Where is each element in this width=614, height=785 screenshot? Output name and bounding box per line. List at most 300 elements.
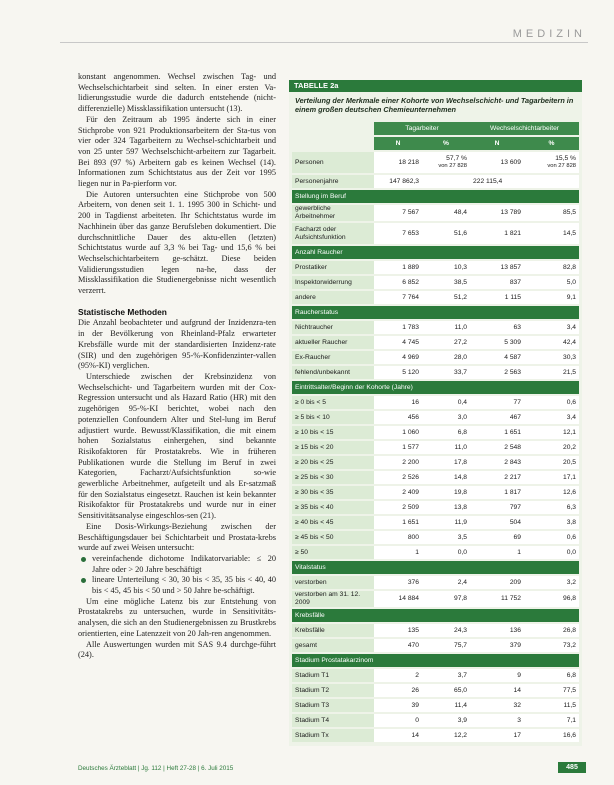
- cell-value: 0,6: [566, 533, 577, 541]
- row-label: gewerbliche Arbeitnehmer: [292, 205, 374, 221]
- table-row: [292, 276, 579, 289]
- cell-value: 11,0: [454, 443, 467, 451]
- section-label: Stellung im Beruf: [292, 190, 579, 203]
- cell-subvalue: von 27 828: [438, 163, 467, 170]
- table-cell: [524, 152, 579, 173]
- row-label: ≥ 35 bis < 40: [292, 501, 374, 514]
- table-cell: [374, 152, 422, 173]
- table-cell: [524, 426, 579, 439]
- cell-value: 12,2: [453, 731, 467, 739]
- table-cell: [422, 669, 470, 682]
- column-header: %: [422, 137, 470, 150]
- cell-value: 1 577: [402, 443, 419, 451]
- table-caption: Verteilung der Merkmale einer Kohorte von Wechselschicht- und Tagarbeitern in einem großen deutschen Chemieunternehmen: [295, 96, 574, 114]
- table-cell: [524, 276, 579, 289]
- table-cell: [374, 684, 422, 697]
- row-label: andere: [292, 291, 374, 304]
- cell-value: 467: [509, 413, 521, 421]
- table-section-row: [292, 654, 579, 667]
- table-cell: [422, 591, 470, 607]
- section-label: Eintrittsalter/Beginn der Kohorte (Jahre): [292, 381, 579, 394]
- table-cell: [524, 546, 579, 559]
- table-cell: [470, 396, 524, 409]
- table-cell: [374, 351, 422, 364]
- row-label: Prostatiker: [292, 261, 374, 274]
- cell-value: 13 857: [500, 263, 521, 271]
- table-row: [292, 426, 579, 439]
- table-cell: [374, 223, 422, 244]
- cell-value: 27,2: [453, 338, 467, 346]
- table-column-header-row: [292, 137, 579, 150]
- cell-value: 3,4: [566, 323, 577, 331]
- section-label: Anzahl Raucher: [292, 246, 579, 259]
- table-cell: [524, 336, 579, 349]
- table-row: [292, 714, 579, 727]
- paragraph: Für den Zeitraum ab 1995 änderte sich in einer Stichprobe von 921 Produktionsarbeitern der Sta-tus von vier oder 324 Tagarbeitern zu Wechsel-schichtarbeit und von 25 unter 597 Wechselschicht-arbeitern zur Tagarbeit. Bei 893 (97 %) Arbeitern gab es keinen Wechsel (14). Informationen zum Schichtstatus aus der Zeit vor 1995 liegen nur in Pa-pierform vor.: [78, 114, 276, 189]
- table-row: [292, 205, 579, 221]
- cell-value: 14: [411, 731, 419, 739]
- cell-value: 1: [517, 548, 521, 556]
- table-row: [292, 486, 579, 499]
- section-label: Stadium Prostatakarzinom: [292, 654, 579, 667]
- list-item: vereinfachende dichotome Indikatorvariable: ≤ 20 Jahre oder > 20 Jahre beschäftigt: [88, 554, 276, 575]
- journal-footer: Deutsches Ärzteblatt | Jg. 112 | Heft 27-28 | 6. Juli 2015: [78, 765, 234, 772]
- cell-value: 1 889: [402, 263, 419, 271]
- table-cell: [374, 276, 422, 289]
- cell-value: 136: [509, 626, 521, 634]
- cell-value: 3,7: [457, 671, 467, 679]
- table-cell: [374, 714, 422, 727]
- table-cell: [524, 456, 579, 469]
- table-row: [292, 366, 579, 379]
- table-cell: [524, 223, 579, 244]
- table-cell: [524, 576, 579, 589]
- table-cell: [422, 531, 470, 544]
- cell-value: 30,3: [562, 353, 577, 361]
- body-text-column: [78, 72, 276, 661]
- table-cell: [374, 336, 422, 349]
- table-cell: [422, 261, 470, 274]
- column-header: N: [470, 137, 524, 150]
- table-row: [292, 471, 579, 484]
- table-cell: [470, 291, 524, 304]
- table-panel: [289, 80, 582, 746]
- cell-value: 0: [415, 716, 419, 724]
- cell-value: 85,5: [562, 209, 577, 216]
- table-cell: [422, 501, 470, 514]
- table-row: [292, 531, 579, 544]
- table-cell: [524, 684, 579, 697]
- table-cell: [422, 576, 470, 589]
- header-rule: [60, 42, 588, 43]
- table-cell: [374, 291, 422, 304]
- table-cell: [374, 366, 422, 379]
- table-cell: [524, 501, 579, 514]
- table-row: [292, 321, 579, 334]
- table-section-row: [292, 306, 579, 319]
- row-label: ≥ 25 bis < 30: [292, 471, 374, 484]
- cell-value: 13,8: [453, 503, 467, 511]
- table-row: [292, 516, 579, 529]
- table-row: [292, 639, 579, 652]
- column-header: %: [524, 137, 579, 150]
- table-cell: [470, 714, 524, 727]
- table-cell: [470, 669, 524, 682]
- cell-value: 3: [517, 716, 521, 724]
- table-cell: [470, 366, 524, 379]
- list-item: lineare Unterteilung < 30, 30 bis < 35, 35 bis < 40, 40 bis < 45, 45 bis < 50 und > 50 Jahre be-schäftigt.: [88, 575, 276, 596]
- cell-value: 797: [509, 503, 521, 511]
- table-cell: [422, 411, 470, 424]
- cell-value: 2 563: [504, 368, 521, 376]
- table-cell: [374, 531, 422, 544]
- table-cell: [470, 546, 524, 559]
- cell-value: 504: [509, 518, 521, 526]
- cell-value: 69: [513, 533, 521, 541]
- row-label: Personenjahre: [292, 175, 374, 188]
- cell-value: 20,5: [562, 458, 577, 466]
- table-cell: [374, 699, 422, 712]
- cell-value: 57,7 %: [446, 155, 467, 163]
- cell-value: 26,8: [562, 626, 577, 634]
- table-row: [292, 501, 579, 514]
- table-cell: [374, 591, 422, 607]
- row-label: Personen: [292, 152, 374, 173]
- row-label: Krebsfälle: [292, 624, 374, 637]
- page-number: 485: [558, 762, 586, 773]
- cell-value: 26: [411, 686, 419, 694]
- table-cell: [374, 501, 422, 514]
- table-cell: [524, 261, 579, 274]
- table-cell: [374, 411, 422, 424]
- table-cell: [374, 441, 422, 454]
- data-table: [292, 120, 579, 744]
- cell-value: 9,1: [566, 293, 577, 301]
- cell-value: 4 745: [402, 338, 419, 346]
- row-label: ≥ 30 bis < 35: [292, 486, 374, 499]
- cell-value: 3,2: [566, 578, 577, 586]
- table-cell: [374, 624, 422, 637]
- table-section-row: [292, 246, 579, 259]
- column-group-header: Wechselschichtarbeiter: [470, 122, 579, 135]
- cell-value: 0,6: [566, 398, 577, 406]
- table-cell: [470, 321, 524, 334]
- table-section-row: [292, 609, 579, 622]
- table-row: [292, 684, 579, 697]
- table-cell: [422, 456, 470, 469]
- cell-value: 1 817: [504, 488, 521, 496]
- cell-value: 0,0: [457, 548, 467, 556]
- table-cell: [524, 639, 579, 652]
- cell-value: 1 060: [402, 428, 419, 436]
- table-cell: [470, 531, 524, 544]
- table-cell: [524, 291, 579, 304]
- cell-value: 11,5: [563, 701, 577, 709]
- column-header: N: [374, 137, 422, 150]
- table-cell: [422, 729, 470, 742]
- cell-value: 2 409: [402, 488, 419, 496]
- table-section-row: [292, 381, 579, 394]
- table-cell: [422, 441, 470, 454]
- cell-value: 96,8: [562, 595, 577, 602]
- table-cell: [524, 441, 579, 454]
- table-row: [292, 456, 579, 469]
- cell-value: 77,5: [562, 686, 577, 694]
- table-cell: [470, 516, 524, 529]
- row-label: ≥ 20 bis < 25: [292, 456, 374, 469]
- column-group-header: Tagarbeiter: [374, 122, 470, 135]
- table-cell: [470, 456, 524, 469]
- section-label: MEDIZIN: [512, 28, 586, 40]
- table-cell: [422, 516, 470, 529]
- table-cell: [470, 261, 524, 274]
- cell-value: 5 120: [402, 368, 419, 376]
- section-label: Krebsfälle: [292, 609, 579, 622]
- row-label: fehlend/unbekannt: [292, 366, 374, 379]
- section-heading: Statistische Methoden: [78, 306, 167, 317]
- cell-value: 77: [513, 398, 521, 406]
- table-row: [292, 291, 579, 304]
- row-label: gesamt: [292, 639, 374, 652]
- cell-value: 456: [407, 413, 419, 421]
- cell-value: 18 218: [398, 158, 419, 166]
- cell-value: 1 821: [504, 229, 521, 237]
- cell-value: 2: [415, 671, 419, 679]
- cell-value: 97,8: [453, 595, 467, 602]
- cell-value: 147 862,3: [389, 177, 419, 185]
- table-cell: [422, 426, 470, 439]
- cell-value: 11 752: [501, 595, 521, 602]
- cell-value: 1 651: [402, 518, 419, 526]
- table-row: [292, 624, 579, 637]
- table-cell: [524, 531, 579, 544]
- table-cell: [524, 366, 579, 379]
- table-row: [292, 152, 579, 173]
- cell-value: 6,8: [566, 671, 577, 679]
- table-cell: [470, 684, 524, 697]
- cell-value: 470: [407, 641, 419, 649]
- table-cell: [524, 471, 579, 484]
- cell-value: 6,3: [566, 503, 577, 511]
- cell-value: 20,2: [562, 443, 577, 451]
- cell-value: 9: [517, 671, 521, 679]
- cell-value: 39: [411, 701, 419, 709]
- table-cell: [374, 576, 422, 589]
- table-row: [292, 175, 579, 188]
- table-row: [292, 411, 579, 424]
- table-cell: [524, 205, 579, 221]
- table-cell: [374, 546, 422, 559]
- table-tag: TABELLE 2a: [289, 80, 582, 92]
- table-cell: [470, 471, 524, 484]
- merged-cell: 222 115,4: [470, 175, 579, 188]
- paragraph: Die Autoren untersuchten eine Stichprobe von 500 Arbeitern, von denen seit 1. 1. 1995 300 in Schicht- und 200 in Tagdienst arbeiteten. Ihr Schichtstatus wurde im Nachhinein über das ganze Berufsleben dokumentiert. Die durchschnittliche Dauer des aktu-ellen (letzten) Schichtstatus wurde auf 3,3 % bei Tag- und 15,6 % bei Wechselschichtarbeitern ge-schätzt. Diese beiden Validierungsstudien legen na-he, dass der Missklassifikation die Studienergebnisse nicht wesentlich verzerrt.: [78, 189, 276, 296]
- cell-value: 51,2: [453, 293, 467, 301]
- cell-value: 65,0: [453, 686, 467, 694]
- cell-value: 6,8: [457, 428, 467, 436]
- cell-value: 17,1: [562, 473, 577, 481]
- row-label: ≥ 45 bis < 50: [292, 531, 374, 544]
- cell-value: 4 587: [504, 353, 521, 361]
- table-cell: [524, 321, 579, 334]
- cell-value: 32: [513, 701, 521, 709]
- row-label: ≥ 40 bis < 45: [292, 516, 374, 529]
- cell-value: 21,5: [562, 368, 577, 376]
- cell-value: 73,2: [562, 641, 577, 649]
- table-cell: [470, 336, 524, 349]
- table-cell: [374, 669, 422, 682]
- table-cell: [422, 175, 470, 188]
- table-cell: [422, 152, 470, 173]
- table-cell: [422, 714, 470, 727]
- table-row: [292, 729, 579, 742]
- table-row: [292, 223, 579, 244]
- cell-value: 17,8: [453, 458, 467, 466]
- table-cell: [422, 351, 470, 364]
- row-label: ≥ 5 bis < 10: [292, 411, 374, 424]
- cell-value: 7 653: [402, 229, 419, 237]
- table-cell: [374, 205, 422, 221]
- cell-value: 1: [415, 548, 419, 556]
- table-cell: [422, 471, 470, 484]
- table-group-header-row: [292, 122, 579, 135]
- row-label: Stadium Tx: [292, 729, 374, 742]
- table-row: [292, 669, 579, 682]
- cell-value: 379: [509, 641, 521, 649]
- cell-value: 82,8: [562, 263, 577, 271]
- cell-value: 5,0: [566, 278, 577, 286]
- table-cell: [374, 516, 422, 529]
- cell-value: 33,7: [453, 368, 467, 376]
- table-cell: [422, 486, 470, 499]
- cell-value: 135: [407, 626, 419, 634]
- cell-value: 0,0: [566, 548, 577, 556]
- cell-subvalue: von 27 828: [547, 163, 577, 170]
- table-cell: [374, 396, 422, 409]
- table-cell: [470, 223, 524, 244]
- cell-value: 0,4: [457, 398, 467, 406]
- row-label: ≥ 0 bis < 5: [292, 396, 374, 409]
- table-cell: [470, 276, 524, 289]
- cell-value: 51,6: [453, 229, 467, 237]
- table-cell: [422, 546, 470, 559]
- table-cell: [422, 684, 470, 697]
- cell-value: 48,4: [453, 209, 467, 216]
- table-cell: [374, 729, 422, 742]
- row-label: Stadium T3: [292, 699, 374, 712]
- row-label: Stadium T2: [292, 684, 374, 697]
- cell-value: 800: [407, 533, 419, 541]
- row-label: verstorben am 31. 12. 2009: [292, 591, 374, 607]
- row-label: Inspektorwiderrung: [292, 276, 374, 289]
- cell-value: 12,1: [562, 428, 577, 436]
- cell-value: 2 217: [504, 473, 521, 481]
- row-label: Stadium T1: [292, 669, 374, 682]
- paragraph: Eine Dosis-Wirkungs-Beziehung zwischen der Beschäftigungsdauer bei Schichtarbeit und Prostata-krebs wurde auf zwei Weisen untersucht:: [78, 521, 276, 553]
- cell-value: 2 509: [402, 503, 419, 511]
- table-cell: [422, 366, 470, 379]
- cell-value: 2,4: [457, 578, 467, 586]
- table-cell: [422, 639, 470, 652]
- cell-value: 63: [513, 323, 521, 331]
- cell-value: 13 609: [500, 158, 521, 166]
- table-cell: [470, 576, 524, 589]
- cell-value: 17: [513, 731, 521, 739]
- cell-value: 14: [513, 686, 521, 694]
- table-cell: [470, 639, 524, 652]
- table-cell: [422, 291, 470, 304]
- cell-value: 38,5: [453, 278, 467, 286]
- paragraph: Alle Auswertungen wurden mit SAS 9.4 durchge-führt (24).: [78, 639, 276, 660]
- cell-value: 209: [509, 578, 521, 586]
- table-cell: [422, 276, 470, 289]
- cell-value: 14,8: [453, 473, 467, 481]
- cell-value: 7 567: [402, 209, 419, 216]
- cell-value: 1 115: [504, 293, 521, 301]
- table-cell: [422, 336, 470, 349]
- table-cell: [422, 699, 470, 712]
- table-cell: [470, 205, 524, 221]
- table-cell: [422, 223, 470, 244]
- section-label: Raucherstatus: [292, 306, 579, 319]
- cell-value: 11,0: [454, 323, 467, 331]
- cell-value: 24,3: [453, 626, 467, 634]
- table-cell: [470, 411, 524, 424]
- table-section-row: [292, 561, 579, 574]
- table-row: [292, 396, 579, 409]
- table-cell: [422, 205, 470, 221]
- paragraph: Unterschiede zwischen der Krebsinzidenz von Wechselschicht- und Tagarbeitern wurden mit der Cox-Regression untersucht und als Hazard Ratio (HR) mit den zugehörigen 95-%-KI berichtet, wobei nach den potenziellen Confoundern Alter und Stel-lung im Beruf adjustiert wurde. Bewusst/Klassifikation, die mit einem hohen Sozialstatus einhergehen, sind bekannte Risikofaktoren für Prostatakrebs. Wie in früheren Publikationen wurde die Stellung im Beruf in zwei Kategorien, Facharzt/Aufsichtsfunktion so-wie gewerbliche Arbeitnehmer, aufgeteilt und als Er-satzmaß für den Sozialstatus eingesetzt. Rauchen ist kein bekannter Risikofaktor für Prostatakrebs und wurde nur in einer Sensitivitätsanalyse eingeschlos-sen (21).: [78, 371, 276, 521]
- cell-value: 7,1: [566, 716, 577, 724]
- row-label: Nichtraucher: [292, 321, 374, 334]
- table-cell: [524, 486, 579, 499]
- table-row: [292, 591, 579, 607]
- row-label: Facharzt oder Aufsichtsfunktion: [292, 223, 374, 244]
- table-cell: [470, 486, 524, 499]
- table-row: [292, 261, 579, 274]
- table-row: [292, 546, 579, 559]
- table-cell: [470, 441, 524, 454]
- section-label: Vitalstatus: [292, 561, 579, 574]
- cell-value: 3,9: [457, 716, 467, 724]
- table-cell: [422, 396, 470, 409]
- row-label: Ex-Raucher: [292, 351, 374, 364]
- row-label: Stadium T4: [292, 714, 374, 727]
- cell-value: 2 200: [402, 458, 419, 466]
- table-cell: [524, 591, 579, 607]
- table-cell: [470, 699, 524, 712]
- table-cell: [374, 175, 422, 188]
- cell-value: 3,8: [566, 518, 577, 526]
- table-cell: [374, 456, 422, 469]
- cell-value: 42,4: [562, 338, 577, 346]
- table-cell: [374, 486, 422, 499]
- paragraph: Die Anzahl beobachteter und aufgrund der Inzidenzra-ten in der Bevölkerung von Rheinland-Pfalz erwarteter Krebsfälle wurde mit der standardisierten Inzidenz-rate (SIR) und den zugehörigen 95-%-Konfidenzinter-vallen (95%-KI) verglichen.: [78, 318, 276, 371]
- cell-value: 3,4: [566, 413, 577, 421]
- table-cell: [470, 591, 524, 607]
- paragraph: konstant angenommen. Wechsel zwischen Tag- und Wechselschichtarbeit sind selten. In einer ersten Va-lidierungsstudie wurde die dadurch entstehende (nicht-differenzielle) Missklassifikation untersucht (13).: [78, 72, 276, 114]
- row-label: ≥ 50: [292, 546, 374, 559]
- table-cell: [524, 624, 579, 637]
- table-cell: [524, 714, 579, 727]
- table-cell: [524, 351, 579, 364]
- table-row: [292, 576, 579, 589]
- table-row: [292, 441, 579, 454]
- cell-value: 6 852: [402, 278, 419, 286]
- cell-value: 3,5: [457, 533, 467, 541]
- cell-value: 376: [407, 578, 419, 586]
- table-cell: [470, 351, 524, 364]
